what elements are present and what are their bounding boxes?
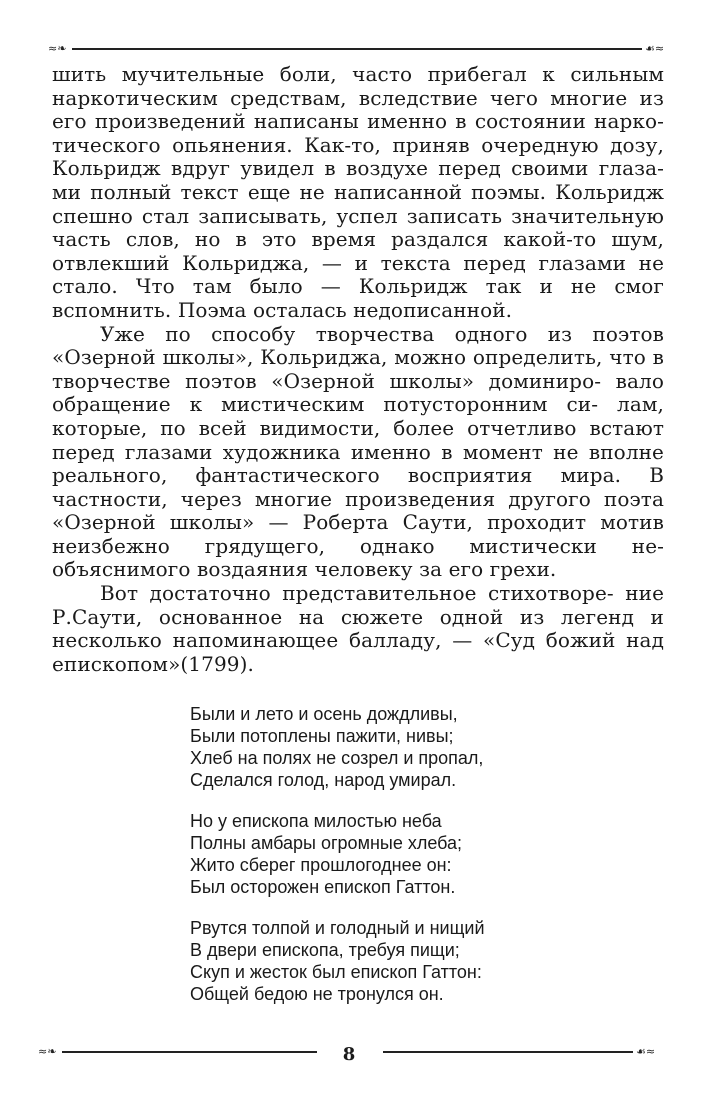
text-line: тического опьянения. Как-то, приняв очередную дозу, (52, 132, 664, 157)
text-line: объяснимого воздаяния человеку за его грехи. (52, 557, 557, 582)
text-line: Вот достаточно представительное стихотворе- (100, 581, 614, 606)
text-line: встают перед глазами художника именно в момент не (52, 415, 664, 464)
footer-rule-right (383, 1051, 633, 1053)
paragraph-3-end (52, 653, 664, 677)
text-line: лам, которые, по всей видимости, более отчетливо (52, 392, 664, 440)
text-line: стало. Что там было — Кольридж так и не смог (52, 274, 664, 299)
body-text (52, 63, 664, 676)
right-flourish-ornament: ☙≈ (645, 42, 665, 55)
poem-line: Но у епископа милостью неба (190, 811, 442, 831)
text-line: его произведений написаны именно в состоянии нарко- (52, 109, 664, 134)
paragraph-1 (52, 63, 664, 299)
poem-stanza-3 (190, 917, 630, 1005)
text-line: епископом»(1799). (52, 651, 254, 676)
paragraph-1-end (52, 299, 664, 323)
top-rule (72, 48, 642, 50)
paragraph-3 (52, 582, 664, 653)
poem-line: Были и лето и осень дождливы, (190, 704, 458, 724)
poem-line: Были потоплены пажити, нивы; (190, 726, 454, 746)
poem-stanza-1 (190, 703, 630, 791)
text-line: спешно стал записывать, успел записать значительную (52, 203, 664, 228)
text-line: часть слов, но в это время раздался какой-то шум, (52, 227, 664, 252)
text-line: шить мучительные боли, часто прибегал к сильным (52, 62, 664, 86)
paragraph-2 (52, 323, 664, 559)
text-line: вполне реального, фантастического восприятия мира. (52, 439, 664, 488)
text-line: наркотическим средствам, вследствие чего многие из (52, 85, 664, 110)
text-line: поэта «Озерной школы» — Роберта Саути, проходит (52, 486, 664, 535)
poem-line: Был осторожен епископ Гаттон. (190, 877, 456, 897)
footer-right-ornament: ☙≈ (636, 1045, 656, 1058)
page-number: 8 (342, 1044, 356, 1065)
poem-line: В двери епископа, требуя пищи; (190, 940, 460, 960)
poem-line: Общей бедою не тронулся он. (190, 984, 444, 1004)
text-line: ми полный текст еще не написанной поэмы. Кольридж (52, 179, 664, 204)
poem-line: Хлеб на полях не созрел и пропал, (190, 748, 484, 768)
footer-rule-left (62, 1051, 317, 1053)
text-line: ние Р.Саути, основанное на сюжете одной из легенд и (52, 581, 664, 629)
text-line: В частности, через многие произведения другого (52, 463, 664, 511)
footer-left-ornament: ≈❧ (38, 1045, 57, 1058)
poem-line: Полны амбары огромные хлеба; (190, 833, 463, 853)
paragraph-2-end (52, 558, 664, 582)
poem-stanza-2 (190, 810, 630, 898)
poem-line: Жито сберег прошлогоднее он: (190, 855, 452, 875)
text-line: «Озерной школы», Кольриджа, можно определить, (52, 345, 603, 370)
left-flourish-ornament: ≈❧ (48, 42, 67, 55)
text-line: несколько напоминающее балладу, — «Суд божий над (52, 628, 664, 653)
poem-line: Рвутся толпой и голодный и нищий (190, 918, 485, 938)
text-line: Кольридж вдруг увидел в воздухе перед своими глаза- (52, 156, 664, 181)
poem-line: Скуп и жесток был епископ Гаттон: (190, 962, 482, 982)
text-line: что в творчестве поэтов «Озерной школы» доминиро- (52, 345, 664, 393)
text-line: отвлекший Кольриджа, — и текста перед глазами не (52, 250, 664, 275)
poem-line: Сделался голод, народ умирал. (190, 770, 457, 790)
text-line: Уже по способу творчества одного из поэтов (100, 321, 664, 346)
text-line: вспомнить. Поэма осталась недописанной. (52, 297, 513, 322)
text-line: мотив неизбежно грядущего, однако мистически не- (52, 510, 664, 558)
text-line: вало обращение к мистическим потусторонним си- (52, 368, 664, 417)
